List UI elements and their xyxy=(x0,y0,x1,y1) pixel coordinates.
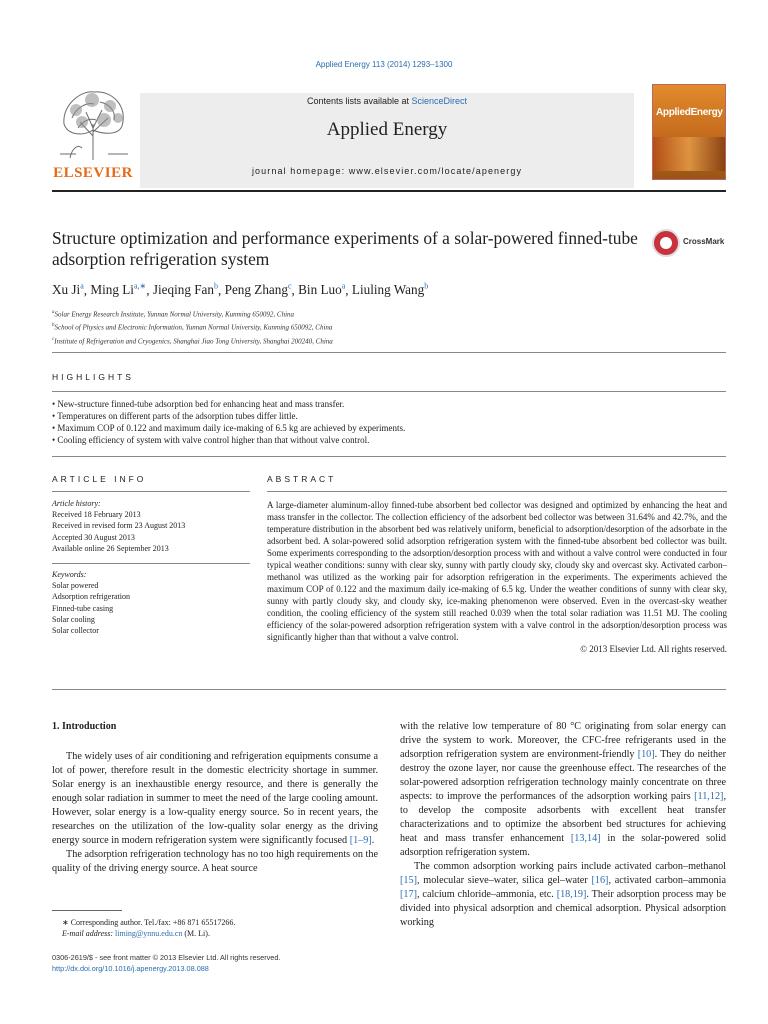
author[interactable]: Bin Luo$^a$ xyxy=(298,282,346,298)
crossmark-icon xyxy=(652,229,680,257)
contents-prefix: Contents lists available at xyxy=(306,96,412,106)
paragraph: with the relative low temperature of 80 °C originating from solar energy can drive the system to work. Moreover, the CFC-free refrigerants used in the adsorption refrigeration system are environment-friendly [10]. They do neither destroy the ozone layer, nor cause the greenhouse effect. The researches of the solar-powered adsorption refrigeration technology mainly concentrate on three aspects: to improve the performances of the adsorption working pairs [11,12], to develop the composite adsorbents with excellent heat transfer characterizations and to optimize the absorbent bed structures for achieving heat and mass transfer enhancement [13,14] in the solar-powered solid adsorption refrigeration system. xyxy=(400,721,726,858)
reference-link[interactable]: [18,19] xyxy=(556,889,587,900)
email-link[interactable]: liming@ynnu.edu.cn xyxy=(115,929,183,938)
history-item: Available online 26 September 2013 xyxy=(52,543,169,553)
affiliation: $^c$Institute of Refrigeration and Cryogenics, Shanghai Jiao Tong University, Shanghai 200240, China xyxy=(52,336,333,345)
sciencedirect-link[interactable]: ScienceDirect xyxy=(411,96,468,106)
keyword: Solar powered xyxy=(52,581,99,591)
divider xyxy=(52,352,726,353)
elsevier-tree-icon xyxy=(52,84,134,162)
author[interactable]: Peng Zhang$^c$ xyxy=(224,282,292,298)
email-line: E-mail address: liming@ynnu.edu.cn (M. Li). xyxy=(62,929,210,938)
highlight-item: • Maximum COP of 0.122 and maximum daily ice-making of 6.5 kg are achieved by experiments. xyxy=(52,422,732,434)
publisher-name: ELSEVIER xyxy=(53,165,133,181)
abstract-text: A large-diameter aluminum-alloy finned-tube absorbent bed collector was designed and optimized by enhancing the heat and mass transfer in the collector. The collection efficiency of the adsorbent bed collector was between 31.64% and 42.7%, and the temperature distribution in the absorbent bed was relatively uniform, beneficial to adsorption/desorption of the adsorbate in the adsorbent bed. A solar-powered solid adsorption refrigeration system with the finned-tube absorbent bed collector was built. Some experiments corresponding to the adsorption/desorption process with and without a valve control were conducted in four typical weather conditions: sunny with clear sky, sunny with partly cloudy sky, cloudy sky and overcast sky. Activated carbon–methanol was utilized as the working pair for adsorption refrigeration in the experiments. The experiments achieved the maximum COP of 0.122 and the maximum daily ice-making of 6.5 kg. Under the weather conditions of sunny with clear sky, sunny with partly cloudy sky, and cloudy sky, ice-making phenomenon were observed. Even in the overcast-sky weather condition, the cooling efficiency of the system still reached 0.039 when the total solar radiation was 11.51 MJ. The cooling efficiency of the solar-powered adsorption refrigeration system with a valve control in the adsorption/desorption process was significantly higher than that without a valve control. xyxy=(267,500,727,642)
journal-title: Applied Energy xyxy=(326,119,448,140)
footnote-rule xyxy=(52,910,122,911)
intro-right-column xyxy=(400,720,726,930)
divider xyxy=(52,391,726,392)
history-item: Accepted 30 August 2013 xyxy=(52,532,135,542)
author[interactable]: Jieqing Fan$^b$ xyxy=(152,282,219,298)
divider xyxy=(52,491,250,492)
keyword: Solar cooling xyxy=(52,614,95,624)
author[interactable]: Xu Ji$^a$ xyxy=(52,282,84,298)
journal-masthead xyxy=(140,93,634,188)
reference-link[interactable]: [1–9] xyxy=(349,835,372,846)
history-label: Article history: xyxy=(52,499,101,508)
reference-link[interactable]: [13,14] xyxy=(570,833,601,844)
reference-link[interactable]: [16] xyxy=(591,875,609,886)
divider xyxy=(52,563,250,564)
affiliations xyxy=(52,307,732,347)
abstract xyxy=(267,499,727,655)
cover-artwork xyxy=(653,137,725,171)
divider xyxy=(267,491,727,492)
masthead-divider xyxy=(52,190,726,192)
paragraph: The adsorption refrigeration technology has no too high requirements on the quality of the driving energy source. A heat source xyxy=(52,849,378,874)
copyright: © 2013 Elsevier Ltd. All rights reserved. xyxy=(580,644,727,654)
highlights-list xyxy=(52,398,732,446)
journal-citation[interactable]: Applied Energy 113 (2014) 1293–1300 xyxy=(315,60,453,69)
elsevier-logo xyxy=(52,84,134,182)
reference-link[interactable]: [10] xyxy=(637,749,655,760)
corresponding-author: ∗ Corresponding author. Tel./fax: +86 871 65517266. xyxy=(62,918,236,927)
contents-line xyxy=(140,96,634,106)
author[interactable]: Ming $Li^{a,∗}$ xyxy=(90,282,147,298)
divider xyxy=(52,689,726,690)
article-history xyxy=(52,498,252,554)
intro-left-column xyxy=(52,720,378,876)
keywords xyxy=(52,569,252,636)
highlight-item: • New-structure finned-tube adsorption bed for enhancing heat and mass transfer. xyxy=(52,398,732,410)
highlights-heading: HIGHLIGHTS xyxy=(52,372,134,382)
front-matter-line: 0306-2619/$ - see front matter © 2013 Elsevier Ltd. All rights reserved. xyxy=(52,953,281,962)
abstract-heading: ABSTRACT xyxy=(267,474,337,484)
section-heading: 1. Introduction xyxy=(52,721,117,732)
reference-link[interactable]: [17] xyxy=(400,889,417,900)
keyword: Adsorption refrigeration xyxy=(52,592,130,602)
article-info-heading: ARTICLE INFO xyxy=(52,474,147,484)
keywords-label: Keywords: xyxy=(52,570,87,579)
affiliation: $^a$Solar Energy Research Institute, Yunnan Normal University, Kunming 650092, China xyxy=(52,310,295,319)
cover-title: AppliedEnergy xyxy=(656,107,723,118)
divider xyxy=(52,456,726,457)
history-item: Received in revised form 23 August 2013 xyxy=(52,521,186,531)
author[interactable]: Liuling Wang$^b$ xyxy=(351,282,429,298)
author-list: Xu Ji$^a$, Ming $Li^{a,∗}$, Jieqing Fan$^b$, Peng Zhang$^c$, Bin Luo$^a$, Liuling Wang$^b$ xyxy=(52,282,429,298)
crossmark-label: CrossMark xyxy=(683,237,725,246)
highlight-item: • Temperatures on different parts of the adsorption tubes differ little. xyxy=(52,410,732,422)
doi-link[interactable]: http://dx.doi.org/10.1016/j.apenergy.2013.08.088 xyxy=(52,964,209,973)
front-matter xyxy=(52,952,392,974)
history-item: Received 18 February 2013 xyxy=(52,510,141,520)
paper-title: Structure optimization and performance experiments of a solar-powered finned-tube adsorption refrigeration system xyxy=(52,228,638,269)
journal-cover-image[interactable] xyxy=(652,84,726,180)
keyword: Finned-tube casing xyxy=(52,603,114,613)
journal-homepage[interactable]: journal homepage: www.elsevier.com/locate/apenergy xyxy=(251,166,523,176)
highlight-item: • Cooling efficiency of system with valve control higher than that without valve control. xyxy=(52,434,732,446)
reference-link[interactable]: [15] xyxy=(400,875,417,886)
paragraph: The widely uses of air conditioning and refrigeration equipments consume a lot of power, therefore result in the domestic electricity shortage in summer. Solar energy is an inexhaustible energy resource, and there is generally the enough solar radiation in summer to meet the need of the large cooling amount. However, solar energy is a low-quality energy source. So in recent years, the researches on the utilization of the low-quality solar energy as the driving energy source in modern refrigeration system were significantly focused [1–9]. xyxy=(52,751,378,846)
affiliation: $^b$School of Physics and Electronic Information, Yunnan Normal University, Kunming 650092, China xyxy=(52,323,333,332)
footnote xyxy=(62,917,378,939)
reference-link[interactable]: [11,12] xyxy=(694,791,724,802)
paragraph: The common adsorption working pairs include activated carbon–methanol [15], molecular sieve–water, silica gel–water [16], activated carbon–ammonia [17], calcium chloride–ammonia, etc. [18,19]. Their adsorption process may be divided into physical adsorption and chemical adsorption. Physical adsorption working xyxy=(400,861,726,928)
keyword: Solar collector xyxy=(52,626,99,636)
crossmark-badge[interactable] xyxy=(652,229,730,261)
